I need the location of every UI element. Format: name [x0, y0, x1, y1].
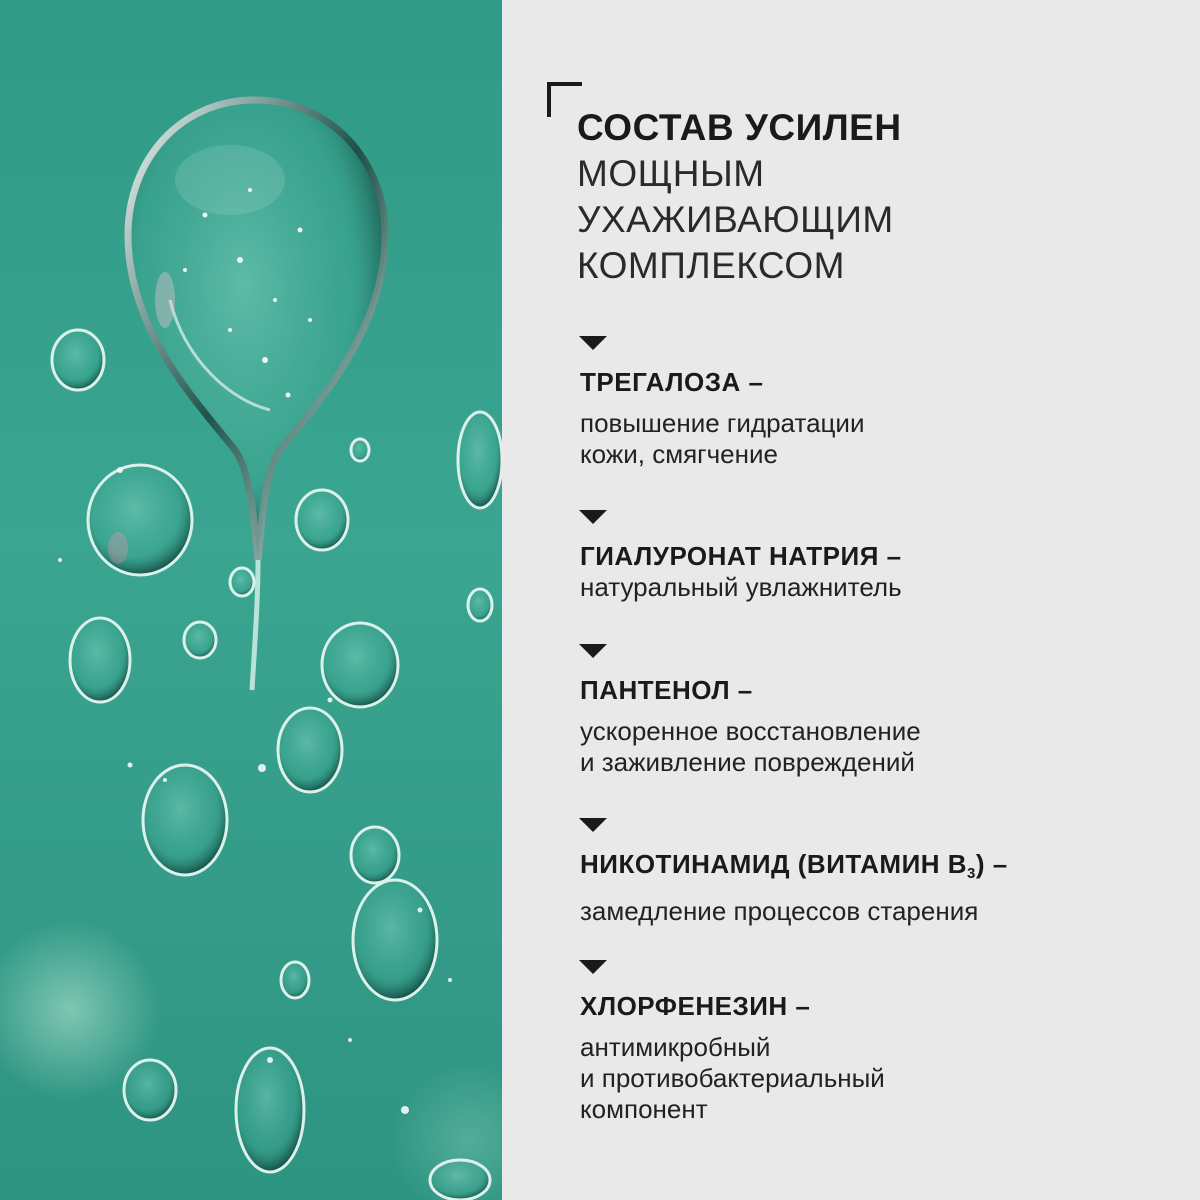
ingredient-niacinamide [580, 818, 1008, 927]
ingredient-name: ТРЕГАЛОЗА – [580, 367, 764, 397]
ingredient-name-part: ) – [975, 849, 1008, 879]
ingredient-name: ХЛОРФЕНЕЗИН – [580, 991, 811, 1021]
ingredient-desc-line: и заживление повреждений [580, 747, 915, 777]
triangle-down-icon [579, 960, 607, 974]
ingredient-desc-line: повышение гидратации [580, 408, 865, 438]
ingredient-desc-line: антимикробный [580, 1032, 771, 1062]
ingredient-desc-line: натуральный увлажнитель [580, 572, 902, 602]
ingredient-trehalose [580, 336, 864, 470]
water-droplets-photo [0, 0, 502, 1200]
title-line-4: КОМПЛЕКСОМ [577, 245, 845, 286]
page-title [577, 105, 902, 289]
triangle-down-icon [579, 818, 607, 832]
ingredient-chlorphenesin [580, 960, 885, 1125]
triangle-down-icon [579, 510, 607, 524]
title-line-2: МОЩНЫМ [577, 153, 765, 194]
ingredient-desc-line: замедление процессов старения [580, 896, 979, 926]
title-line-1: СОСТАВ УСИЛЕН [577, 107, 902, 148]
ingredient-name [580, 848, 1008, 890]
title-line-3: УХАЖИВАЮЩИМ [577, 199, 894, 240]
triangle-down-icon [579, 336, 607, 350]
ingredient-desc-line: и противобактериальный [580, 1063, 885, 1093]
ingredient-panthenol [580, 644, 921, 778]
small-drop [52, 330, 104, 390]
ingredient-name: ПАНТЕНОЛ – [580, 675, 753, 705]
ingredient-desc-line: ускоренное восстановление [580, 716, 921, 746]
ingredient-desc-line: кожи, смягчение [580, 439, 778, 469]
ingredient-name-subscript: 3 [967, 865, 976, 882]
ingredient-name: ГИАЛУРОНАТ НАТРИЯ – [580, 541, 902, 571]
triangle-down-icon [579, 644, 607, 658]
ingredient-sodium-hyaluronate [580, 510, 902, 603]
droplets-illustration [0, 0, 502, 1200]
ingredient-name-part: НИКОТИНАМИД (ВИТАМИН B [580, 849, 968, 879]
ingredient-desc-line: компонент [580, 1094, 708, 1124]
